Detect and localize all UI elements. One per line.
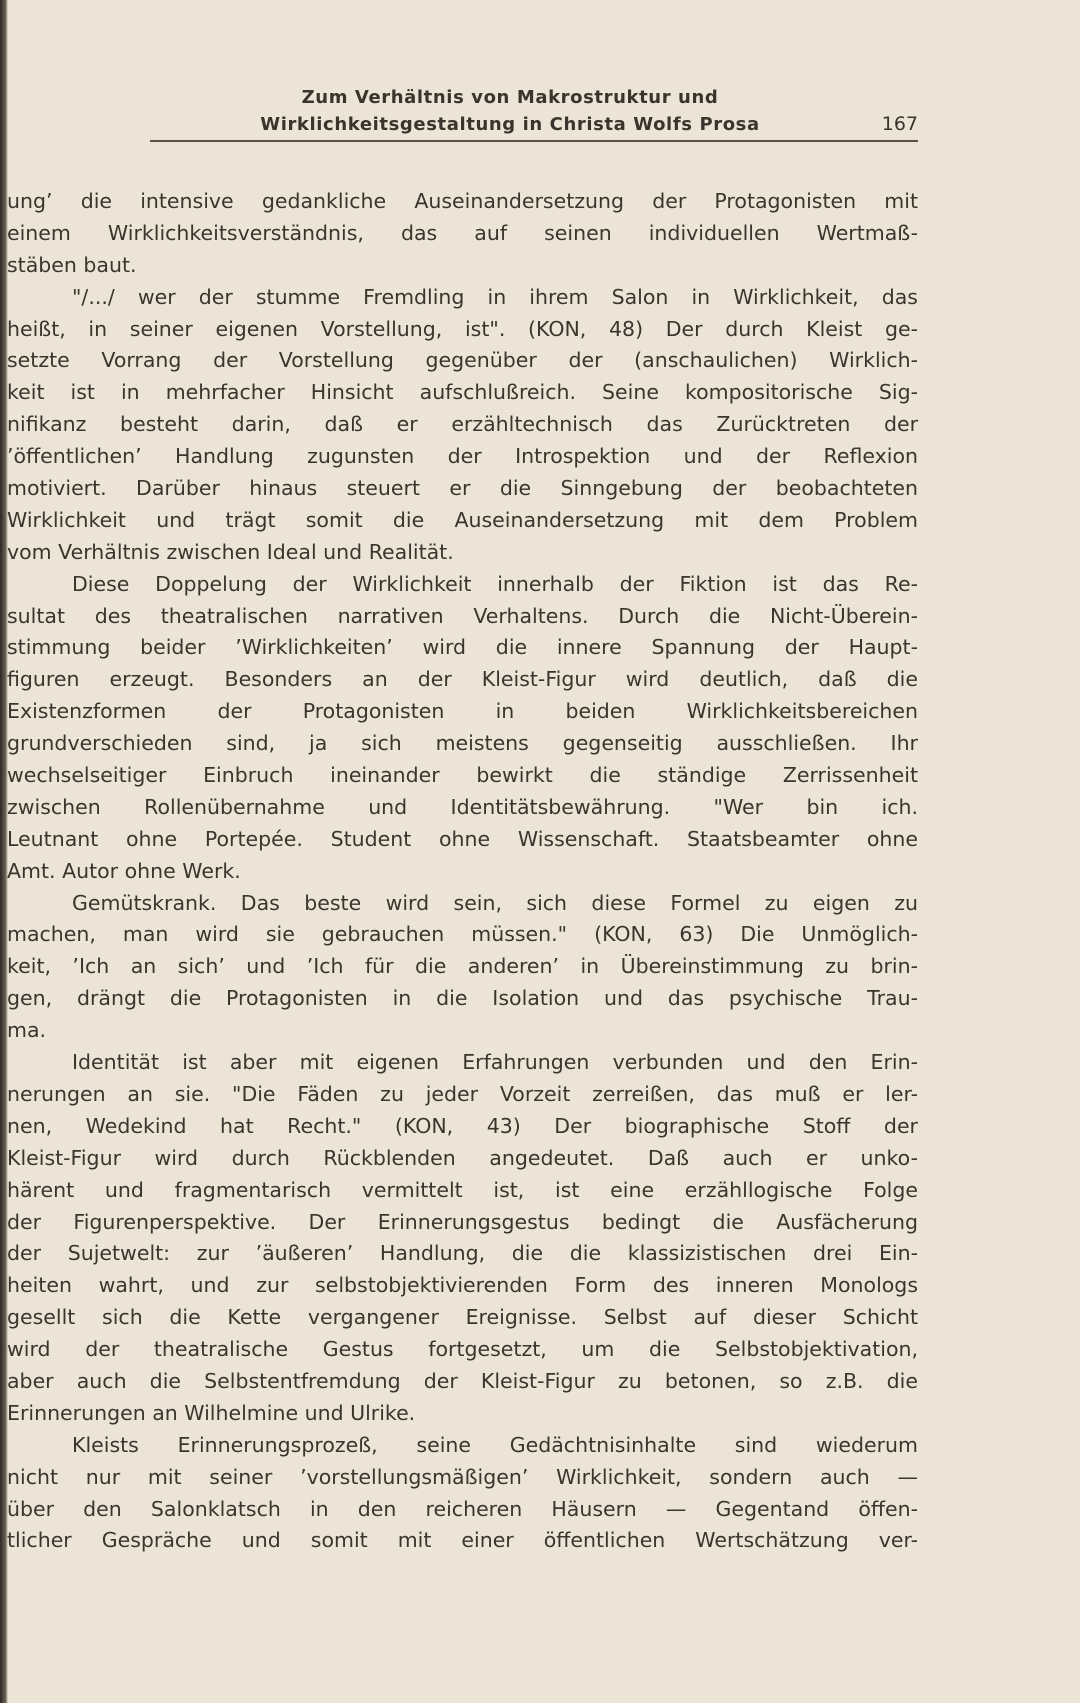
body-text: [0, 186, 918, 1557]
text-line: Amt. Autor ohne Werk.: [7, 858, 241, 883]
text-line: aber auch die Selbstentfremdung der Kleist-Figur zu betonen, so z.B. die: [7, 1368, 918, 1393]
running-head-title-line-1: Zum Verhältnis von Makrostruktur und: [301, 87, 719, 108]
text-line: setzte Vorrang der Vorstellung gegenüber der (anschaulichen) Wirklich-: [7, 348, 918, 373]
text-line: ’öffentlichen’ Handlung zugunsten der Introspektion und der Reflexion: [7, 444, 918, 469]
text-line: nerungen an sie. "Die Fäden zu jeder Vorzeit zerreißen, das muß er ler-: [7, 1081, 918, 1106]
text-line: Identität ist aber mit eigenen Erfahrungen verbunden und den Erin-: [72, 1050, 918, 1075]
page-number: 167: [881, 113, 918, 135]
text-line: zwischen Rollenübernahme und Identitätsbewährung. "Wer bin ich.: [7, 794, 918, 819]
text-line: der Sujetwelt: zur ’äußeren’ Handlung, die die klassizistischen drei Ein-: [7, 1241, 918, 1266]
running-head-title-line-2: Wirklichkeitsgestaltung in Christa Wolfs Prosa: [260, 114, 760, 135]
text-line: keit ist in mehrfacher Hinsicht aufschlußreich. Seine kompositorische Sig-: [7, 380, 918, 405]
text-line: heiten wahrt, und zur selbstobjektivierenden Form des inneren Monologs: [7, 1273, 918, 1298]
text-line: nicht nur mit seiner ’vorstellungsmäßigen’ Wirklichkeit, sondern auch —: [7, 1464, 918, 1489]
text-line: tlicher Gespräche und somit mit einer öffentlichen Wertschätzung ver-: [7, 1528, 918, 1553]
running-head: [150, 84, 918, 142]
text-line: wechselseitiger Einbruch ineinander bewirkt die ständige Zerrissenheit: [7, 763, 918, 788]
text-line: machen, man wird sie gebrauchen müssen." (KON, 63) Die Unmöglich-: [7, 922, 918, 947]
text-line: Diese Doppelung der Wirklichkeit innerhalb der Fiktion ist das Re-: [72, 571, 918, 596]
text-line: gesellt sich die Kette vergangener Ereignisse. Selbst auf dieser Schicht: [7, 1305, 918, 1330]
text-line: "/.../ wer der stumme Fremdling in ihrem Salon in Wirklichkeit, das: [72, 284, 918, 309]
text-line: gen, drängt die Protagonisten in die Isolation und das psychische Trau-: [7, 986, 918, 1011]
text-line: Kleist-Figur wird durch Rückblenden angedeutet. Daß auch er unko-: [7, 1145, 918, 1170]
text-line: Wirklichkeit und trägt somit die Auseinandersetzung mit dem Problem: [7, 507, 918, 532]
text-line: stimmung beider ’Wirklichkeiten’ wird die innere Spannung der Haupt-: [7, 635, 918, 660]
text-line: vom Verhältnis zwischen Ideal und Realität.: [7, 539, 454, 564]
text-line: Leutnant ohne Portepée. Student ohne Wissenschaft. Staatsbeamter ohne: [7, 826, 918, 851]
text-line: heißt, in seiner eigenen Vorstellung, ist". (KON, 48) Der durch Kleist ge-: [7, 316, 918, 341]
text-line: Existenzformen der Protagonisten in beiden Wirklichkeitsbereichen: [7, 699, 918, 724]
text-line: Kleists Erinnerungsprozeß, seine Gedächtnisinhalte sind wiederum: [72, 1432, 918, 1457]
text-line: nifikanz besteht darin, daß er erzähltechnisch das Zurücktreten der: [7, 412, 918, 437]
text-line: ma.: [7, 1018, 47, 1043]
text-line: sultat des theatralischen narrativen Verhaltens. Durch die Nicht-Überein-: [7, 603, 918, 628]
text-line: grundverschieden sind, ja sich meistens gegenseitig ausschließen. Ihr: [7, 731, 918, 756]
running-head-title: [200, 84, 820, 138]
text-line: der Figurenperspektive. Der Erinnerungsgestus bedingt die Ausfächerung: [7, 1209, 918, 1234]
text-line: einem Wirklichkeitsverständnis, das auf seinen individuellen Wertmaß-: [7, 220, 918, 245]
text-line: wird der theatralische Gestus fortgesetzt, um die Selbstobjektivation,: [7, 1337, 918, 1362]
text-line: Gemütskrank. Das beste wird sein, sich diese Formel zu eigen zu: [72, 890, 918, 915]
text-line: über den Salonklatsch in den reicheren Häusern — Gegentand öffen-: [7, 1496, 918, 1521]
text-line: motiviert. Darüber hinaus steuert er die Sinngebung der beobachteten: [7, 476, 918, 501]
text-line: ung’ die intensive gedankliche Auseinandersetzung der Protagonisten mit: [7, 189, 918, 213]
text-line: härent und fragmentarisch vermittelt ist, ist eine erzähllogische Folge: [7, 1177, 918, 1202]
text-line: stäben baut.: [7, 252, 137, 277]
text-line: figuren erzeugt. Besonders an der Kleist-Figur wird deutlich, daß die: [7, 667, 918, 692]
text-line: keit, ’Ich an sich’ und ’Ich für die anderen’ in Übereinstimmung zu brin-: [7, 954, 918, 979]
text-line: nen, Wedekind hat Recht." (KON, 43) Der biographische Stoff der: [7, 1113, 918, 1138]
text-line: Erinnerungen an Wilhelmine und Ulrike.: [7, 1400, 416, 1425]
